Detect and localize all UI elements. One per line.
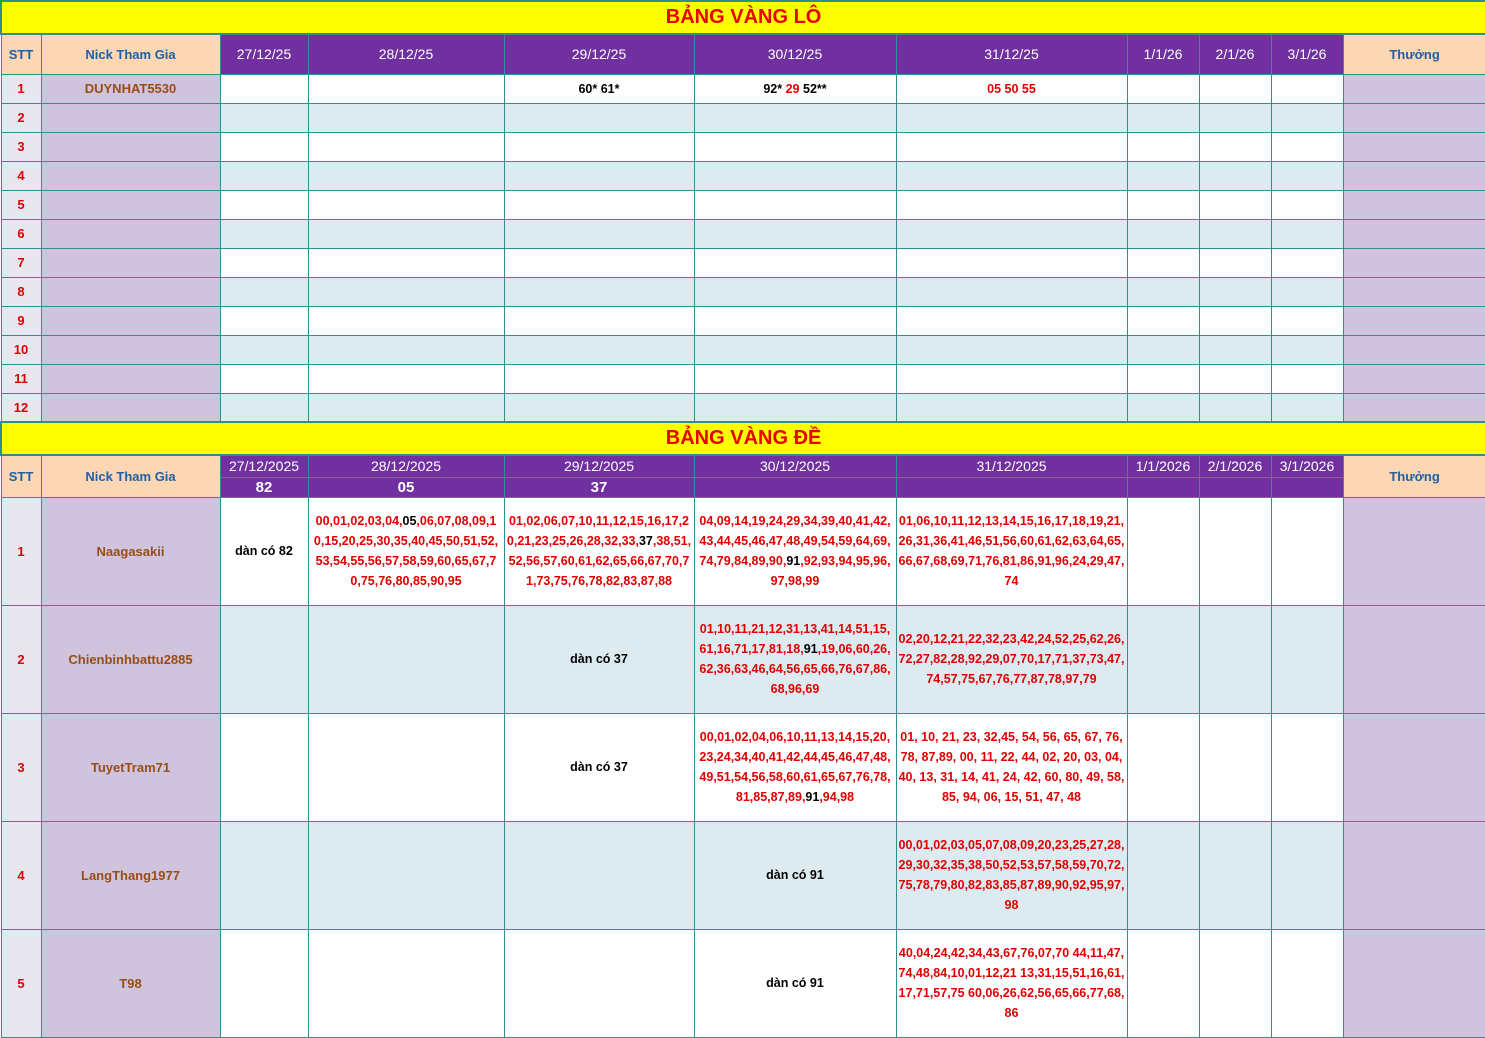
pick-cell: [504, 335, 694, 364]
lo-row: [1, 248, 1485, 277]
pick-cell: [504, 497, 694, 605]
pick-cell: [896, 335, 1127, 364]
pick-cell: [1271, 248, 1343, 277]
pick-cell: [694, 497, 896, 605]
pick-cell: [308, 393, 504, 422]
pick-text: 04,09,14,19,24,29,34,39,40,41,42,43,44,45,46,47,48,49,54,59,64,69,74,79,84,89,90,: [699, 514, 891, 568]
pick-cell: [1127, 335, 1199, 364]
pick-text: 00,01,02,04,06,10,11,13,14,15,20,23,24,34,40,41,42,44,45,46,47,48,49,51,54,56,58,60,61,65,67,76,78,81,85,87,89,: [699, 730, 891, 804]
prize-cell: [1343, 605, 1485, 713]
de-title: BẢNG VÀNG ĐỀ: [1, 422, 1485, 455]
row-stt: 4: [1, 161, 41, 190]
pick-text: ,38,51,52,56,57,60,61,62,65,66,67,70,71,73,75,76,78,82,83,87,88: [508, 534, 692, 588]
lo-row: [1, 393, 1485, 422]
pick-cell: [694, 605, 896, 713]
pick-text: 01, 10, 21, 23, 32,45, 54, 56, 65, 67, 76, 78, 87,89, 00, 11, 22, 44, 02, 20, 03, 04, 40, 13, 31, 14, 41, 24, 42, 60, 80, 49, 58, 85, 94, 06, 15, 51, 47, 48: [898, 730, 1125, 804]
pick-cell: [308, 306, 504, 335]
lo-row: [1, 335, 1485, 364]
lo-header-stt: STT: [1, 34, 41, 74]
prize-cell: [1343, 393, 1485, 422]
row-nick: [41, 103, 220, 132]
pick-cell: [694, 132, 896, 161]
row-nick: [41, 335, 220, 364]
pick-cell: [1271, 277, 1343, 306]
pick-cell: [220, 306, 308, 335]
pick-cell: [896, 306, 1127, 335]
row-stt: 5: [1, 190, 41, 219]
de-result: [896, 477, 1127, 497]
pick-cell: [896, 929, 1127, 1037]
pick-cell: [1199, 497, 1271, 605]
pick-cell: [308, 132, 504, 161]
pick-cell: [504, 219, 694, 248]
pick-text: ,19,06,60,26,62,36,63,46,64,56,65,66,76,67,86,68,96,69: [699, 642, 891, 696]
pick-cell: [1127, 497, 1199, 605]
prize-cell: [1343, 219, 1485, 248]
row-nick: LangThang1977: [41, 821, 220, 929]
lo-row: [1, 132, 1485, 161]
prize-cell: [1343, 161, 1485, 190]
pick-cell: [1271, 335, 1343, 364]
pick-text: 00,01,02,03,05,07,08,09,20,23,25,27,28,29,30,32,35,38,50,52,53,57,58,59,70,72,75,78,79,80,82,83,85,87,89,90,92,95,97,98: [898, 838, 1125, 912]
pick-cell: [694, 277, 896, 306]
pick-cell: [896, 605, 1127, 713]
pick-cell: [896, 190, 1127, 219]
lo-row: [1, 219, 1485, 248]
row-nick: DUYNHAT5530: [41, 74, 220, 103]
prize-cell: [1343, 364, 1485, 393]
row-nick: [41, 277, 220, 306]
row-stt: 7: [1, 248, 41, 277]
pick-cell: [1199, 713, 1271, 821]
pick-cell: [1271, 132, 1343, 161]
prize-cell: [1343, 497, 1485, 605]
row-nick: Chienbinhbattu2885: [41, 605, 220, 713]
pick-cell: [220, 497, 308, 605]
pick-cell: [1271, 219, 1343, 248]
pick-text: 01,02,06,07,10,11,12,15,16,17,20,21,23,25,26,28,32,33,: [506, 514, 690, 548]
row-stt: 8: [1, 277, 41, 306]
row-nick: [41, 364, 220, 393]
prize-cell: [1343, 277, 1485, 306]
pick-cell: [896, 497, 1127, 605]
de-result: [694, 477, 896, 497]
pick-cell: [1199, 248, 1271, 277]
pick-cell: [504, 248, 694, 277]
prize-cell: [1343, 306, 1485, 335]
pick-cell: [1271, 713, 1343, 821]
pick-cell: [1127, 132, 1199, 161]
pick-cell: [1127, 103, 1199, 132]
pick-cell: [1271, 190, 1343, 219]
pick-cell: [1127, 605, 1199, 713]
pick-cell: [694, 335, 896, 364]
pick-cell: [504, 306, 694, 335]
row-stt: 11: [1, 364, 41, 393]
pick-cell: [504, 74, 694, 103]
row-nick: T98: [41, 929, 220, 1037]
de-header-prize: Thưởng: [1343, 455, 1485, 497]
pick-cell: [1271, 364, 1343, 393]
pick-cell: [308, 74, 504, 103]
lo-header-date: 30/12/25: [694, 34, 896, 74]
lo-header-date: 2/1/26: [1199, 34, 1271, 74]
row-nick: [41, 219, 220, 248]
pick-cell: [1199, 219, 1271, 248]
row-stt: 2: [1, 605, 41, 713]
de-header-date: 1/1/2026: [1127, 455, 1199, 477]
lo-row: [1, 277, 1485, 306]
pick-cell: [694, 161, 896, 190]
prize-cell: [1343, 821, 1485, 929]
de-row: [1, 821, 1485, 929]
pick-cell: [1199, 364, 1271, 393]
de-table: [0, 421, 1485, 1038]
pick-cell: [1199, 161, 1271, 190]
de-header-stt: STT: [1, 455, 41, 497]
row-nick: [41, 132, 220, 161]
pick-text-hit: 91: [786, 554, 801, 568]
pick-cell: [1271, 306, 1343, 335]
pick-text: 60* 61*: [578, 81, 620, 96]
lo-title: BẢNG VÀNG LÔ: [1, 1, 1485, 34]
pick-text: 52**: [803, 81, 827, 96]
pick-cell: [220, 821, 308, 929]
pick-cell: [896, 132, 1127, 161]
pick-text: 92*: [763, 81, 783, 96]
row-stt: 1: [1, 497, 41, 605]
pick-text: 02,20,12,21,22,32,23,42,24,52,25,62,26,72,27,82,28,92,29,07,70,17,71,37,73,47,74,57,75,67,76,77,87,78,97,79: [898, 632, 1125, 686]
pick-cell: [1127, 277, 1199, 306]
de-result: [1199, 477, 1271, 497]
lo-row: [1, 306, 1485, 335]
pick-text: ,06,07,08,09,10,15,20,25,30,35,40,45,50,51,52,53,54,55,56,57,58,59,60,65,67,70,75,76,80,85,90,95: [313, 514, 499, 588]
pick-cell: [308, 364, 504, 393]
pick-cell: [896, 74, 1127, 103]
pick-cell: [504, 132, 694, 161]
prize-cell: [1343, 929, 1485, 1037]
lo-header-date: 27/12/25: [220, 34, 308, 74]
pick-cell: [694, 248, 896, 277]
pick-text: dàn có 37: [570, 652, 628, 666]
lo-header-date: 1/1/26: [1127, 34, 1199, 74]
pick-cell: [1199, 277, 1271, 306]
pick-cell: [896, 103, 1127, 132]
pick-cell: [220, 74, 308, 103]
pick-text: dàn có 91: [766, 868, 824, 882]
row-stt: 4: [1, 821, 41, 929]
prize-cell: [1343, 74, 1485, 103]
lo-row: [1, 103, 1485, 132]
pick-cell: [896, 713, 1127, 821]
row-nick: [41, 190, 220, 219]
pick-cell: [896, 393, 1127, 422]
pick-cell: [1127, 190, 1199, 219]
pick-cell: [694, 393, 896, 422]
pick-text: 00,01,02,03,04,: [315, 514, 403, 528]
pick-cell: [1127, 713, 1199, 821]
de-header-date: 29/12/2025: [504, 455, 694, 477]
pick-cell: [220, 393, 308, 422]
row-stt: 3: [1, 132, 41, 161]
pick-cell: [896, 161, 1127, 190]
pick-text: ,94,98: [819, 790, 855, 804]
pick-cell: [504, 161, 694, 190]
pick-cell: [308, 161, 504, 190]
pick-cell: [308, 219, 504, 248]
pick-text: ,92,93,94,95,96,97,98,99: [770, 554, 891, 588]
pick-text-hit: 91: [803, 642, 818, 656]
pick-text: 40,04,24,42,34,43,67,76,07,70 44,11,47,74,48,84,10,01,12,21 13,31,15,51,16,61,17,71,57,75 60,06,26,62,56,65,66,77,68,86: [898, 946, 1125, 1020]
pick-cell: [220, 277, 308, 306]
prize-cell: [1343, 713, 1485, 821]
pick-cell: [694, 306, 896, 335]
pick-cell: [1199, 335, 1271, 364]
pick-cell: [220, 219, 308, 248]
de-row: [1, 497, 1485, 605]
pick-cell: [220, 364, 308, 393]
pick-cell: [1199, 929, 1271, 1037]
pick-cell: [504, 364, 694, 393]
row-nick: [41, 306, 220, 335]
row-nick: Naagasakii: [41, 497, 220, 605]
row-stt: 3: [1, 713, 41, 821]
row-stt: 2: [1, 103, 41, 132]
pick-cell: [504, 103, 694, 132]
pick-cell: [896, 364, 1127, 393]
pick-cell: [1199, 190, 1271, 219]
pick-cell: [1271, 103, 1343, 132]
pick-cell: [308, 277, 504, 306]
de-result: [1127, 477, 1199, 497]
pick-cell: [694, 219, 896, 248]
lo-header-date: 3/1/26: [1271, 34, 1343, 74]
pick-cell: [694, 713, 896, 821]
lo-row: [1, 364, 1485, 393]
de-header-date: 28/12/2025: [308, 455, 504, 477]
pick-cell: [220, 713, 308, 821]
pick-cell: [220, 190, 308, 219]
de-result: 82: [220, 477, 308, 497]
row-stt: 6: [1, 219, 41, 248]
pick-cell: [1271, 497, 1343, 605]
pick-cell: [308, 605, 504, 713]
lo-header-date: 28/12/25: [308, 34, 504, 74]
de-header-nick: Nick Tham Gia: [41, 455, 220, 497]
pick-cell: [1127, 248, 1199, 277]
pick-cell: [1199, 393, 1271, 422]
pick-cell: [504, 821, 694, 929]
pick-cell: [220, 929, 308, 1037]
lo-header-prize: Thưởng: [1343, 34, 1485, 74]
lo-row: [1, 190, 1485, 219]
pick-cell: [504, 605, 694, 713]
pick-cell: [896, 277, 1127, 306]
pick-cell: [220, 103, 308, 132]
pick-cell: [1127, 74, 1199, 103]
pick-cell: [1199, 821, 1271, 929]
pick-cell: [1271, 161, 1343, 190]
pick-cell: [220, 132, 308, 161]
de-result: 05: [308, 477, 504, 497]
lo-header-date: 31/12/25: [896, 34, 1127, 74]
pick-cell: [220, 335, 308, 364]
prize-cell: [1343, 190, 1485, 219]
row-nick: [41, 248, 220, 277]
prize-cell: [1343, 248, 1485, 277]
prize-cell: [1343, 103, 1485, 132]
pick-cell: [220, 605, 308, 713]
pick-text: 01,10,11,21,12,31,13,41,14,51,15,61,16,71,17,81,18,: [699, 622, 891, 656]
pick-cell: [694, 821, 896, 929]
pick-cell: [1127, 929, 1199, 1037]
lo-row: [1, 74, 1485, 103]
lo-header-nick: Nick Tham Gia: [41, 34, 220, 74]
pick-cell: [896, 821, 1127, 929]
pick-cell: [1199, 103, 1271, 132]
pick-text-hit: 05 50 55: [987, 81, 1036, 96]
de-result: [1271, 477, 1343, 497]
pick-cell: [896, 219, 1127, 248]
de-header-date: 2/1/2026: [1199, 455, 1271, 477]
pick-cell: [308, 335, 504, 364]
pick-cell: [694, 103, 896, 132]
pick-cell: [308, 103, 504, 132]
prize-cell: [1343, 132, 1485, 161]
pick-cell: [220, 161, 308, 190]
lo-header-date: 29/12/25: [504, 34, 694, 74]
de-row: [1, 605, 1485, 713]
pick-cell: [694, 929, 896, 1037]
pick-cell: [1271, 605, 1343, 713]
pick-cell: [1271, 929, 1343, 1037]
pick-cell: [220, 248, 308, 277]
pick-cell: [1199, 605, 1271, 713]
row-stt: 9: [1, 306, 41, 335]
pick-text: dàn có 91: [766, 976, 824, 990]
pick-text-hit: 37: [638, 534, 653, 548]
pick-text: dàn có 82: [235, 544, 293, 558]
row-nick: [41, 161, 220, 190]
pick-cell: [308, 248, 504, 277]
pick-cell: [1127, 161, 1199, 190]
pick-cell: [504, 190, 694, 219]
de-header-date: 27/12/2025: [220, 455, 308, 477]
pick-cell: [1127, 821, 1199, 929]
pick-cell: [1199, 132, 1271, 161]
pick-cell: [694, 364, 896, 393]
de-row: [1, 929, 1485, 1037]
pick-cell: [1127, 306, 1199, 335]
de-header-date: 3/1/2026: [1271, 455, 1343, 477]
pick-cell: [308, 713, 504, 821]
pick-cell: [1271, 821, 1343, 929]
pick-text: dàn có 37: [570, 760, 628, 774]
pick-text: 01,06,10,11,12,13,14,15,16,17,18,19,21,26,31,36,41,46,51,56,60,61,62,63,64,65,66,67,68,69,71,76,81,86,91,96,24,29,47,74: [898, 514, 1125, 588]
pick-text-hit: 05: [402, 514, 417, 528]
pick-cell: [1127, 219, 1199, 248]
lo-table: [0, 0, 1485, 423]
row-nick: [41, 393, 220, 422]
pick-cell: [1271, 74, 1343, 103]
lo-row: [1, 161, 1485, 190]
row-stt: 12: [1, 393, 41, 422]
prize-cell: [1343, 335, 1485, 364]
row-nick: TuyetTram71: [41, 713, 220, 821]
de-header-date: 30/12/2025: [694, 455, 896, 477]
pick-cell: [694, 74, 896, 103]
row-stt: 5: [1, 929, 41, 1037]
pick-cell: [308, 821, 504, 929]
de-row: [1, 713, 1485, 821]
de-header-date: 31/12/2025: [896, 455, 1127, 477]
pick-cell: [1199, 74, 1271, 103]
pick-cell: [308, 497, 504, 605]
de-result: 37: [504, 477, 694, 497]
pick-cell: [504, 277, 694, 306]
pick-cell: [694, 190, 896, 219]
pick-cell: [504, 393, 694, 422]
row-stt: 1: [1, 74, 41, 103]
pick-cell: [1199, 306, 1271, 335]
pick-cell: [1127, 393, 1199, 422]
pick-cell: [504, 713, 694, 821]
pick-cell: [1271, 393, 1343, 422]
pick-cell: [308, 190, 504, 219]
pick-cell: [504, 929, 694, 1037]
pick-cell: [896, 248, 1127, 277]
row-stt: 10: [1, 335, 41, 364]
pick-text-hit: 29: [785, 81, 800, 96]
pick-cell: [1127, 364, 1199, 393]
pick-text-hit: 91: [805, 790, 820, 804]
pick-cell: [308, 929, 504, 1037]
